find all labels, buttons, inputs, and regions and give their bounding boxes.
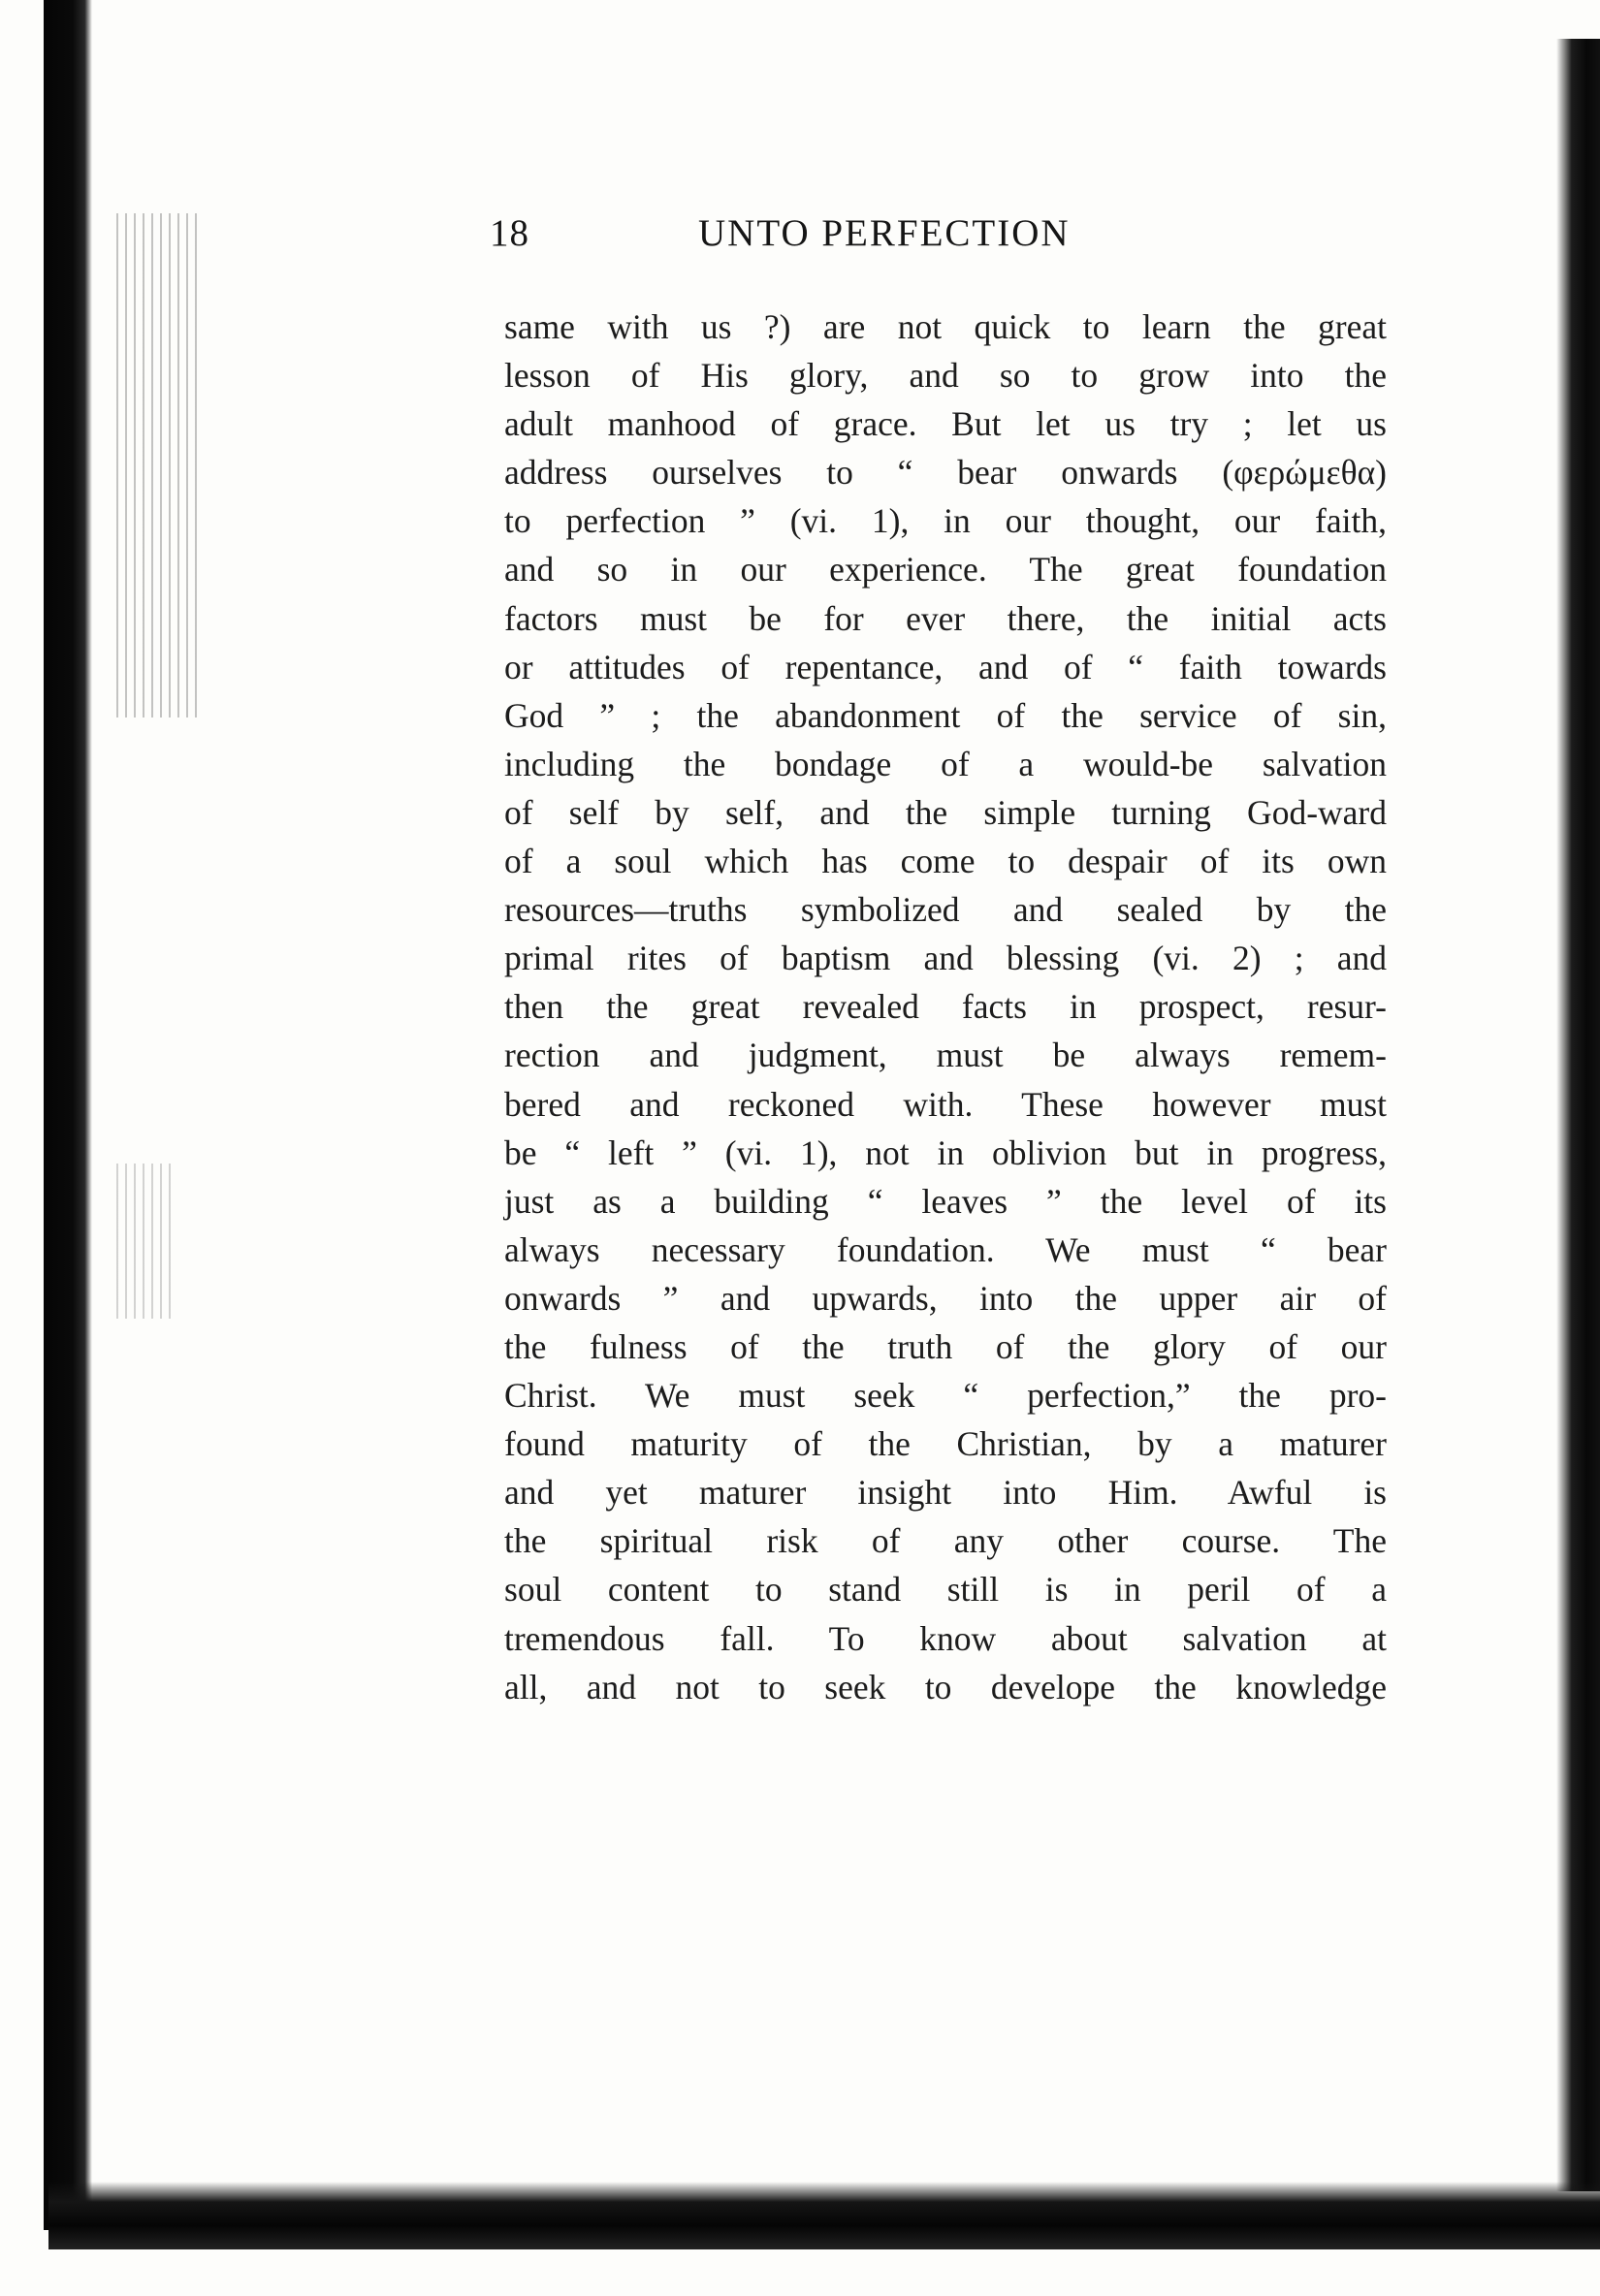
left-gutter-lines-lower [116,1164,175,1319]
text-line: bered and reckoned with. These however must [504,1084,1387,1124]
text-line: adult manhood of grace. But let us try ; let us [504,404,1387,444]
text-line: always necessary foundation. We must “ bear [504,1229,1387,1269]
text-line: found maturity of the Christian, by a maturer [504,1424,1387,1464]
text-line: factors must be for ever there, the initial acts [504,598,1387,638]
text-line: lesson of His glory, and so to grow into the [504,356,1387,396]
text-line: rection and judgment, must be always remem- [504,1036,1387,1075]
text-line: same with us ?) are not quick to learn the great [504,307,1387,346]
text-line: resources—truths symbolized and sealed by the [504,890,1387,930]
text-line: God ” ; the abandonment of the service of sin, [504,695,1387,735]
text-line: Christ. We must seek “ perfection,” the pro- [504,1376,1387,1416]
text-line: including the bondage of a would-be salvation [504,744,1387,783]
text-line: address ourselves to “ bear onwards (φερώμεθα) [504,453,1387,493]
text-line: of a soul which has come to despair of its own [504,842,1387,881]
text-line: all, and not to seek to develope the knowledge [504,1667,1387,1706]
text-line: of self by self, and the simple turning God-ward [504,792,1387,832]
text-line: the spiritual risk of any other course. The [504,1521,1387,1561]
left-scan-shadow [44,0,92,2230]
text-line: onwards ” and upwards, into the upper air of [504,1278,1387,1318]
running-head [490,211,1188,270]
text-line: and yet maturer insight into Him. Awful is [504,1473,1387,1513]
running-title: UNTO PERFECTION [698,212,1071,254]
text-line: just as a building “ leaves ” the level of its [504,1181,1387,1221]
text-line: soul content to stand still is in peril of a [504,1570,1387,1610]
body-text [504,303,1387,1711]
text-line: tremendous fall. To know about salvation at [504,1618,1387,1658]
text-line: the fulness of the truth of the glory of our [504,1326,1387,1366]
text-line: then the great revealed facts in prospect, resur- [504,987,1387,1027]
right-scan-shadow [1556,39,1600,2191]
text-line: primal rites of baptism and blessing (vi. 2) ; and [504,939,1387,978]
text-line: or attitudes of repentance, and of “ faith towards [504,647,1387,686]
text-line: to perfection ” (vi. 1), in our thought, our faith, [504,501,1387,541]
text-line: be “ left ” (vi. 1), not in oblivion but in progress, [504,1132,1387,1172]
text-line: and so in our experience. The great foundation [504,550,1387,590]
bottom-scan-shadow [48,2182,1600,2249]
page-number: 18 [490,212,529,254]
left-gutter-lines [116,213,204,718]
